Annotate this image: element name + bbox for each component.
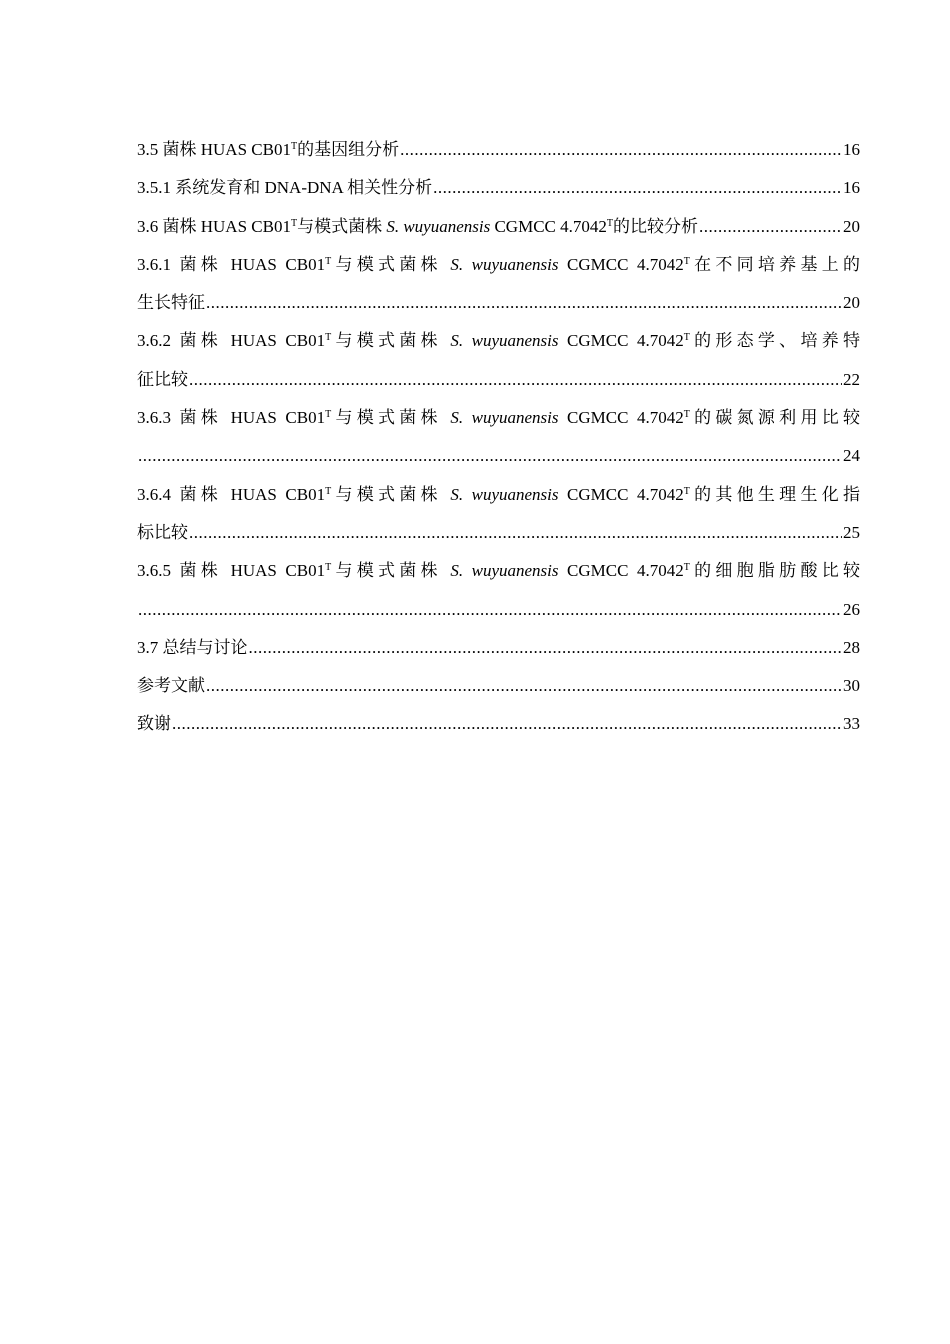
toc-entry-title (137, 131, 399, 169)
toc-entry-title (137, 208, 698, 246)
toc-text: 3.6.1 菌株 HUAS CB01 (137, 254, 326, 274)
toc-page-number: 22 (843, 369, 860, 389)
toc-entry-line (137, 629, 860, 667)
toc-entry-line (137, 437, 860, 475)
toc-entry-line (137, 705, 860, 743)
superscript-t: T (325, 332, 332, 344)
species-name: S. wuyuanensis (386, 216, 491, 236)
toc-entry-title-line (137, 322, 860, 360)
toc-text: 3.7 总结与讨论 (137, 637, 248, 657)
toc-text: 参考文献 (137, 676, 205, 696)
superscript-t: T (325, 485, 332, 497)
toc-entry-title (137, 361, 188, 399)
toc-entry-line (137, 591, 860, 629)
toc-text: CGMCC 4.7042 (558, 408, 684, 428)
toc-page-number: 26 (843, 599, 860, 619)
toc-entry-line (137, 284, 860, 322)
toc-text: 致谢 (137, 714, 171, 734)
toc-entry[interactable] (137, 322, 860, 399)
superscript-t: T (683, 332, 690, 344)
toc-text: 与模式菌株 (331, 484, 451, 504)
toc-entry[interactable] (137, 131, 860, 169)
toc-entry-title-line (137, 246, 860, 284)
toc-text: 3.6 菌株 HUAS CB01 (137, 216, 291, 236)
toc-page-number: 33 (843, 714, 860, 734)
species-name: S. wuyuanensis (450, 331, 559, 351)
toc-entry-line (137, 667, 860, 705)
species-name: S. wuyuanensis (450, 484, 559, 504)
superscript-t: T (683, 485, 690, 497)
superscript-t: T (325, 409, 332, 421)
toc-text: 标比较 (137, 522, 188, 542)
superscript-t: T (683, 562, 690, 574)
toc-entry-title (137, 629, 248, 667)
toc-text: 征比较 (137, 369, 188, 389)
toc-entry-title-line (137, 476, 860, 514)
toc-entry[interactable] (137, 246, 860, 323)
toc-text: 3.6.3 菌株 HUAS CB01 (137, 408, 326, 428)
dot-leader (189, 514, 842, 552)
dot-leader (189, 361, 842, 399)
toc-entry-title (137, 169, 432, 207)
toc-text: 3.5 菌株 HUAS CB01 (137, 140, 291, 159)
toc-text: 与模式菌株 (331, 331, 451, 351)
toc-text: 的其他生理生化指 (689, 484, 860, 504)
toc-entry[interactable] (137, 399, 860, 476)
toc-text: 生长特征 (137, 293, 205, 313)
toc-page-number: 20 (843, 293, 860, 313)
dot-leader (138, 591, 842, 629)
species-name: S. wuyuanensis (450, 408, 559, 428)
toc-entry-line (137, 131, 860, 169)
toc-text: 的基因组分析 (297, 140, 400, 159)
species-name: S. wuyuanensis (450, 561, 559, 581)
toc-page-number: 24 (843, 446, 860, 466)
toc-entry[interactable] (137, 667, 860, 705)
toc-entry-line (137, 514, 860, 552)
toc-text: CGMCC 4.7042 (558, 331, 684, 351)
toc-entry[interactable] (137, 705, 860, 743)
toc-page-number: 16 (843, 178, 860, 198)
toc-text: CGMCC 4.7042 (490, 216, 607, 236)
toc-text: 3.6.2 菌株 HUAS CB01 (137, 331, 326, 351)
toc-text: 与模式菌株 (297, 216, 387, 236)
toc-entry-title (137, 514, 188, 552)
toc-text: 的比较分析 (613, 216, 698, 236)
dot-leader (138, 437, 842, 475)
toc-text: 与模式菌株 (331, 561, 451, 581)
toc-text: CGMCC 4.7042 (558, 561, 684, 581)
toc-entry[interactable] (137, 552, 860, 629)
toc-entry-title (137, 667, 205, 705)
superscript-t: T (606, 217, 613, 229)
toc-text: 的形态学、培养特 (689, 331, 860, 351)
table-of-contents (137, 131, 860, 744)
superscript-t: T (683, 409, 690, 421)
toc-page-number: 28 (843, 637, 860, 657)
toc-text: 与模式菌株 (331, 408, 451, 428)
toc-entry[interactable] (137, 169, 860, 207)
superscript-t: T (683, 255, 690, 267)
toc-entry-title-line (137, 399, 860, 437)
toc-page-number: 30 (843, 676, 860, 696)
superscript-t: T (325, 255, 332, 267)
toc-entry-line (137, 361, 860, 399)
superscript-t: T (290, 141, 298, 152)
dot-leader (172, 705, 842, 743)
toc-entry-title (137, 284, 205, 322)
toc-text: 与模式菌株 (331, 254, 451, 274)
toc-entry-title-line (137, 552, 860, 590)
superscript-t: T (325, 562, 332, 574)
toc-text: 在不同培养基上的 (689, 254, 860, 274)
dot-leader (206, 667, 842, 705)
dot-leader (433, 169, 842, 207)
dot-leader (249, 629, 843, 667)
toc-entry[interactable] (137, 476, 860, 553)
toc-page-number: 20 (843, 216, 860, 236)
toc-entry[interactable] (137, 629, 860, 667)
species-name: S. wuyuanensis (450, 254, 559, 274)
toc-text: CGMCC 4.7042 (558, 484, 684, 504)
toc-text: 3.6.4 菌株 HUAS CB01 (137, 484, 326, 504)
dot-leader (400, 131, 842, 169)
toc-page-number: 16 (843, 140, 860, 159)
dot-leader (206, 284, 842, 322)
toc-entry-line (137, 169, 860, 207)
toc-entry[interactable] (137, 208, 860, 246)
toc-entry-line (137, 208, 860, 246)
superscript-t: T (290, 217, 298, 229)
dot-leader (699, 208, 842, 246)
toc-text: 的细胞脂肪酸比较 (689, 561, 860, 581)
toc-text: CGMCC 4.7042 (558, 254, 684, 274)
toc-text: 3.6.5 菌株 HUAS CB01 (137, 561, 326, 581)
toc-text: 3.5.1 系统发育和 DNA-DNA 相关性分析 (137, 178, 433, 198)
toc-entry-title (137, 705, 171, 743)
toc-page-number: 25 (843, 522, 860, 542)
toc-text: 的碳氮源利用比较 (689, 408, 860, 428)
